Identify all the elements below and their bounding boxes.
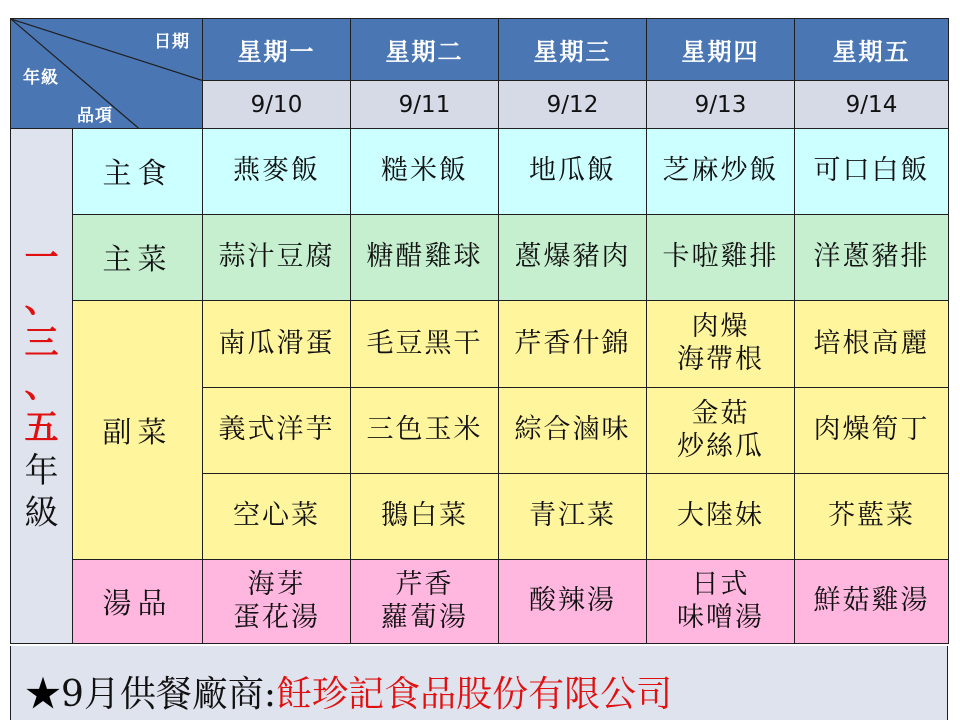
header-corner-cell	[11, 19, 203, 129]
weekday-header: 星期五	[795, 19, 949, 81]
dish-cell-multiline	[203, 560, 351, 644]
dish-line: 炒絲瓜	[677, 430, 764, 462]
dish-cell: 鵝白菜	[351, 474, 499, 560]
date-header: 9/10	[203, 81, 351, 129]
weekday-header-row	[11, 19, 949, 81]
corner-date-label: 日期	[154, 32, 190, 52]
dish-cell: 鮮菇雞湯	[795, 560, 949, 644]
category-main: 主菜	[73, 215, 203, 301]
corner-grade-label: 年級	[23, 68, 59, 88]
grade-char: 、	[24, 280, 59, 321]
dish-cell: 地瓜飯	[499, 129, 647, 215]
grade-char: 三	[24, 323, 59, 364]
date-header: 9/12	[499, 81, 647, 129]
dish-line: 肉燥	[691, 311, 750, 343]
dish-cell: 芝麻炒飯	[647, 129, 795, 215]
dish-cell: 可口白飯	[795, 129, 949, 215]
dish-cell: 三色玉米	[351, 388, 499, 474]
weekday-header: 星期四	[647, 19, 795, 81]
grade-label-cell	[11, 129, 73, 644]
dish-line: 海芽	[247, 568, 306, 600]
dish-cell-multiline	[647, 560, 795, 644]
category-staple: 主食	[73, 129, 203, 215]
dish-cell: 空心菜	[203, 474, 351, 560]
grade-char: 一	[24, 238, 59, 279]
grade-char: 級	[24, 493, 59, 534]
dish-cell: 糖醋雞球	[351, 215, 499, 301]
vendor-label: 9月供餐廠商:	[61, 674, 277, 715]
dish-cell-multiline	[647, 388, 795, 474]
dish-cell: 培根高麗	[795, 301, 949, 388]
category-soup: 湯品	[73, 560, 203, 644]
date-header: 9/13	[647, 81, 795, 129]
dish-line: 蛋花湯	[233, 601, 320, 633]
dish-cell: 南瓜滑蛋	[203, 301, 351, 388]
dish-line: 味噌湯	[677, 601, 764, 633]
grade-char: 五	[24, 408, 59, 449]
corner-item-label: 品項	[77, 106, 113, 126]
soup-row	[11, 560, 949, 644]
dish-cell-multiline	[647, 301, 795, 388]
dish-line: 金菇	[691, 397, 750, 429]
dish-cell: 大陸妹	[647, 474, 795, 560]
date-header: 9/11	[351, 81, 499, 129]
dish-line: 蘿蔔湯	[381, 601, 468, 633]
dish-cell: 蒜汁豆腐	[203, 215, 351, 301]
dish-cell: 燕麥飯	[203, 129, 351, 215]
dish-cell: 毛豆黑干	[351, 301, 499, 388]
weekday-header: 星期三	[499, 19, 647, 81]
lunch-menu-table	[10, 18, 949, 644]
main-dish-row	[11, 215, 949, 301]
dish-cell-multiline	[351, 560, 499, 644]
dish-cell: 綜合滷味	[499, 388, 647, 474]
dish-cell: 洋蔥豬排	[795, 215, 949, 301]
weekday-header: 星期二	[351, 19, 499, 81]
grade-char: 年	[24, 450, 59, 491]
dish-cell: 卡啦雞排	[647, 215, 795, 301]
dish-cell: 蔥爆豬肉	[499, 215, 647, 301]
dish-cell: 糙米飯	[351, 129, 499, 215]
category-side: 副菜	[73, 301, 203, 560]
side-dish-row-1	[11, 301, 949, 388]
star-icon: ★	[25, 674, 62, 715]
staple-row	[11, 129, 949, 215]
dish-cell: 義式洋芋	[203, 388, 351, 474]
dish-cell: 芹香什錦	[499, 301, 647, 388]
dish-cell: 芥藍菜	[795, 474, 949, 560]
weekday-header: 星期一	[203, 19, 351, 81]
vendor-name: 飪珍記食品股份有限公司	[276, 674, 673, 715]
dish-cell: 酸辣湯	[499, 560, 647, 644]
dish-line: 海帶根	[677, 344, 764, 375]
dish-line: 芹香	[395, 568, 454, 600]
dish-cell: 青江菜	[499, 474, 647, 560]
dish-cell: 肉燥筍丁	[795, 388, 949, 474]
date-header: 9/14	[795, 81, 949, 129]
vendor-footer	[10, 646, 948, 720]
grade-char: 、	[24, 365, 59, 406]
dish-line: 日式	[691, 568, 750, 600]
